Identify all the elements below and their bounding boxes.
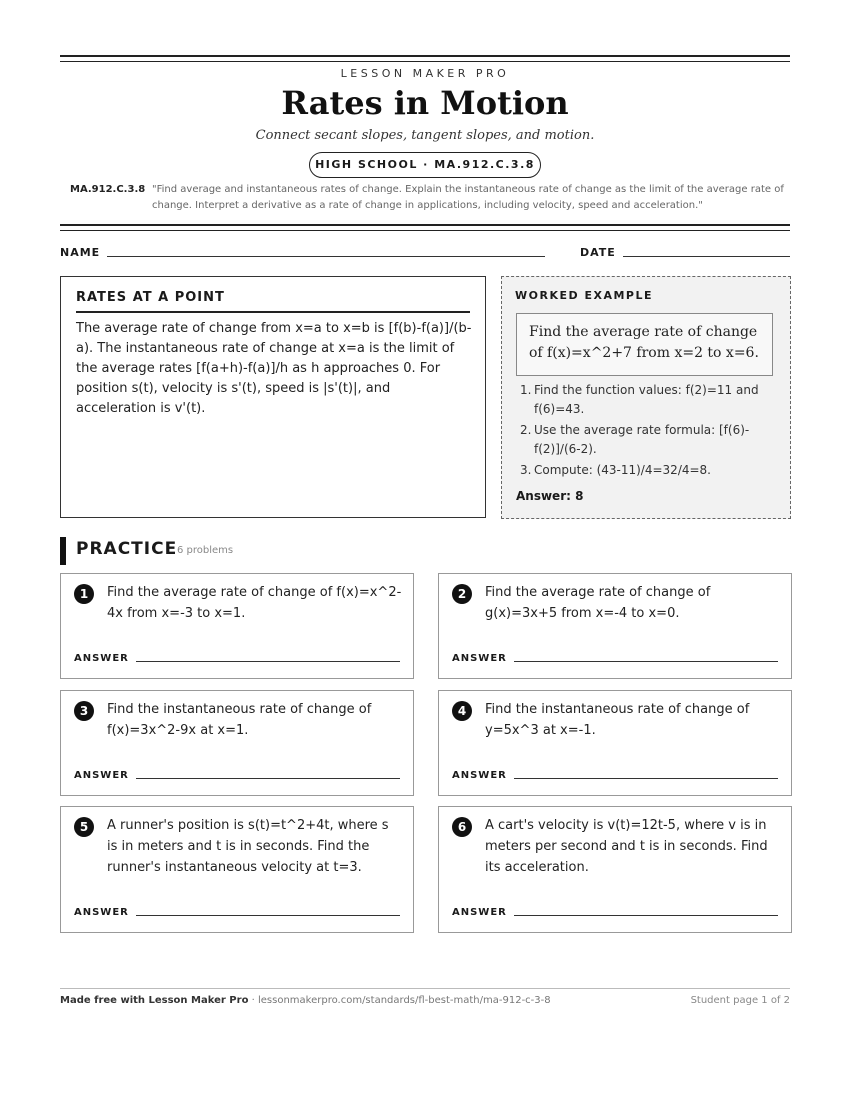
problem-number-badge: 6	[452, 817, 472, 837]
problem-card-3	[60, 690, 414, 796]
step-item: 2. Use the average rate formula: [f(6)-f(2)]/(6-2).	[520, 423, 750, 456]
problem-text: Find the average rate of change of f(x)=x^2-4x from x=-3 to x=1.	[107, 585, 402, 621]
problem-number-badge: 5	[74, 817, 94, 837]
name-field[interactable]	[107, 256, 545, 257]
footer-url[interactable]: · lessonmakerpro.com/standards/fl-best-math/ma-912-c-3-8	[248, 995, 551, 1006]
problem-number-badge: 3	[74, 701, 94, 721]
footer-rule	[60, 988, 790, 989]
worked-example-answer: Answer: 8	[516, 489, 584, 503]
step-item: 3. Compute: (43-11)/4=32/4=8.	[520, 463, 711, 477]
problem-card-6	[438, 806, 792, 933]
level-badge: HIGH SCHOOL · MA.912.C.3.8	[309, 152, 541, 178]
practice-count: 6 problems	[177, 545, 234, 556]
worked-example-problem: Find the average rate of change of f(x)=x^2+7 from x=2 to x=6.	[516, 313, 773, 376]
rates-at-a-point-box	[60, 276, 486, 518]
footer-credit	[60, 995, 551, 1006]
step-item: 1. Find the function values: f(2)=11 and f(6)=43.	[520, 383, 759, 416]
header-bottom-rule	[60, 224, 790, 231]
worked-example-heading: WORKED EXAMPLE	[515, 289, 653, 302]
problem-number-badge: 2	[452, 584, 472, 604]
answer-label: ANSWER	[452, 907, 507, 918]
name-label: NAME	[60, 246, 101, 259]
answer-field[interactable]	[514, 915, 778, 916]
worked-example-steps	[516, 381, 776, 482]
answer-field[interactable]	[136, 778, 400, 779]
problem-text: A cart's velocity is v(t)=12t-5, where v is in meters per second and t is in seconds. Find its acceleration.	[485, 818, 768, 875]
answer-field[interactable]	[514, 778, 778, 779]
rates-heading: RATES AT A POINT	[76, 290, 470, 313]
answer-label: ANSWER	[452, 770, 507, 781]
date-field[interactable]	[623, 256, 790, 257]
problem-text: Find the instantaneous rate of change of f(x)=3x^2-9x at x=1.	[107, 702, 372, 738]
answer-label: ANSWER	[74, 907, 129, 918]
footer-made-with: Made free with Lesson Maker Pro	[60, 995, 249, 1006]
page-title: Rates in Motion	[281, 84, 569, 122]
standard-description: "Find average and instantaneous rates of change. Explain the instantaneous rate of change as the limit of the average rate of change. Interpret a derivative as a rate of change in applications, including velocity, speed and acceleration."	[152, 184, 784, 211]
page-subtitle: Connect secant slopes, tangent slopes, and motion.	[255, 128, 595, 143]
practice-heading: PRACTICE	[76, 539, 178, 559]
rates-explanation: The average rate of change from x=a to x=b is [f(b)-f(a)]/(b-a). The instantaneous rate of change at x=a is the limit of the average rates [f(a+h)-f(a)]/h as h approaches 0. For position s(t), velocity is s'(t), speed is |s'(t)|, and acceleration is v'(t).	[76, 321, 472, 416]
problem-text: Find the instantaneous rate of change of y=5x^3 at x=-1.	[485, 702, 750, 738]
practice-accent-bar	[60, 537, 66, 565]
footer-page-number: Student page 1 of 2	[690, 995, 790, 1006]
answer-field[interactable]	[136, 915, 400, 916]
answer-label: ANSWER	[452, 653, 507, 664]
problem-text: Find the average rate of change of g(x)=3x+5 from x=-4 to x=0.	[485, 585, 711, 621]
date-label: DATE	[580, 246, 616, 259]
problem-card-5	[60, 806, 414, 933]
problem-number-badge: 4	[452, 701, 472, 721]
answer-label: ANSWER	[74, 770, 129, 781]
problem-number-badge: 1	[74, 584, 94, 604]
problem-card-2	[438, 573, 792, 679]
top-rule	[60, 55, 790, 62]
answer-label: ANSWER	[74, 653, 129, 664]
problem-card-1	[60, 573, 414, 679]
standard-code: MA.912.C.3.8	[70, 184, 146, 195]
brand-label: LESSON MAKER PRO	[340, 67, 510, 80]
problem-text: A runner's position is s(t)=t^2+4t, where s is in meters and t is in seconds. Find the runner's instantaneous velocity at t=3.	[107, 818, 389, 875]
worked-example-box	[501, 276, 791, 519]
answer-field[interactable]	[514, 661, 778, 662]
problem-card-4	[438, 690, 792, 796]
standard-block	[70, 182, 785, 214]
answer-field[interactable]	[136, 661, 400, 662]
